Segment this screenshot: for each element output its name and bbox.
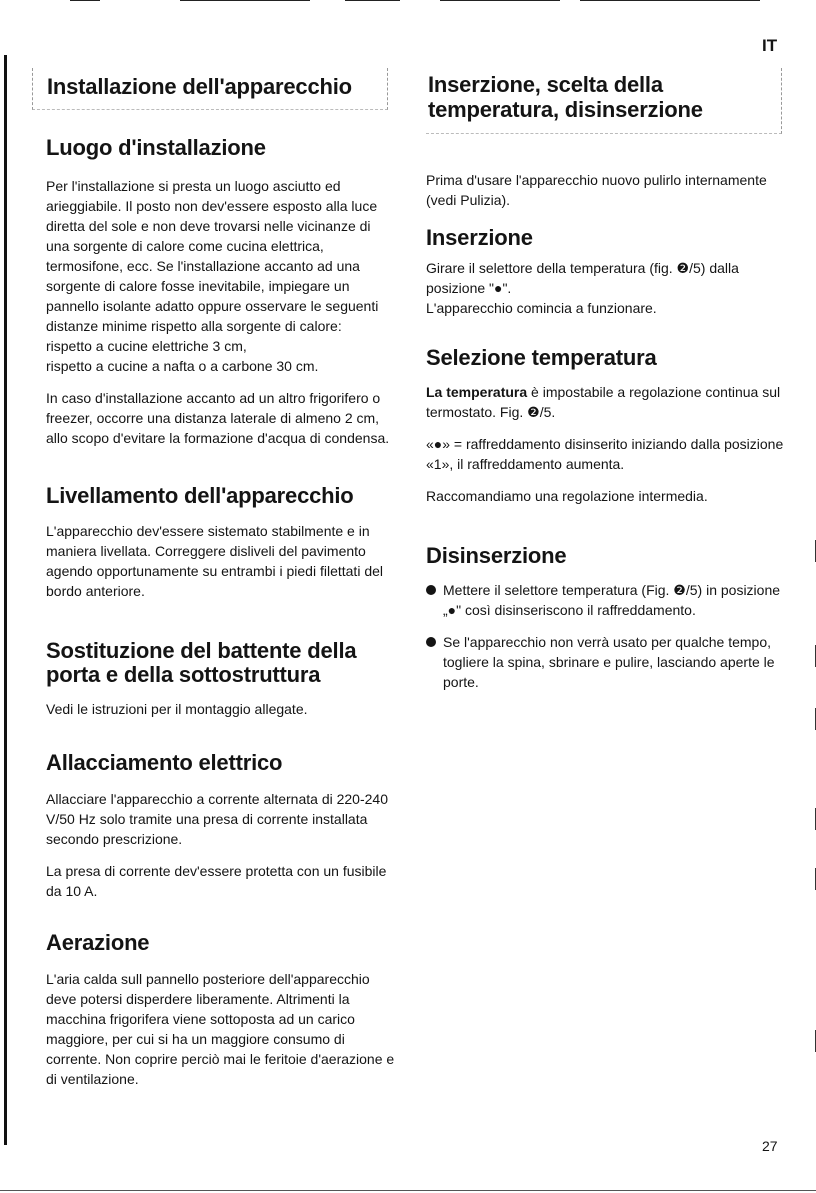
left-title: Installazione dell'apparecchio — [32, 68, 388, 110]
section-heading: Sostituzione del battente della porta e della sottostruttura — [46, 637, 357, 687]
bullet-icon — [426, 585, 436, 595]
list-item-text: Se l'apparecchio non verrà usato per qualche tempo, togliere la spina, sbrinare e pulire, lasciando aperte le porte. — [443, 634, 775, 691]
list-item — [426, 580, 790, 620]
section-heading: Luogo d'installazione — [46, 135, 266, 161]
section-heading: Aerazione — [46, 930, 150, 956]
section-heading: Inserzione — [426, 224, 533, 250]
scan-rule-top-1 — [70, 0, 100, 1]
left-column — [46, 68, 396, 1089]
scan-rule-top-4 — [440, 0, 560, 1]
section-heading: Allacciamento elettrico — [46, 750, 283, 776]
section-heading: Disinserzione — [426, 542, 567, 568]
paragraph: rispetto a cucine elettriche 3 cm, — [46, 338, 247, 355]
scan-rule-top-3 — [345, 0, 400, 1]
scan-rule-bottom — [0, 1190, 816, 1191]
section-allacciamento — [46, 751, 396, 901]
paragraph: In caso d'installazione accanto ad un altro frigorifero o freezer, occorre una distanza laterale di almeno 2 cm, allo scopo d'evitare la formazione d'acqua di condensa. — [46, 390, 390, 447]
right-column — [426, 68, 790, 704]
paragraph: Per l'installazione si presta un luogo asciutto ed arieggiabile. Il posto non dev'essere esposto alla luce diretta del sole e non deve trovarsi nelle vicinanze di una sorgente di calore come cucina elettrica, termosifone, ecc. Se l'installazione accanto ad una sorgente di calore fosse inevitabile, impiegare un pannello isolante adatto oppure osservare le seguenti distanze minime rispetto alla sorgente di calore: — [46, 178, 379, 335]
paragraph: L'apparecchio comincia a funzionare. — [426, 299, 657, 316]
section-livellamento — [46, 484, 396, 600]
language-label: IT — [762, 36, 778, 55]
paragraph: L'apparecchio dev'essere sistemato stabilmente e in maniera livellata. Correggere disliveli del pavimento agendo opportunamente su entrambi i piedi filettati del bordo anteriore. — [46, 522, 383, 599]
bullet-list — [426, 580, 790, 692]
section-inserzione — [426, 226, 790, 318]
list-item-text: Mettere il selettore temperatura (Fig. ❷/5) in posizione „●" così disinseriscono il raffreddamento. — [443, 582, 781, 619]
paragraph: rispetto a cucine a nafta o a carbone 30 cm. — [46, 358, 319, 375]
paragraph: La presa di corrente dev'essere protetta con un fusibile da 10 A. — [46, 863, 387, 900]
section-heading: Livellamento dell'apparecchio — [46, 483, 354, 509]
scan-rule-top-2 — [180, 0, 310, 1]
paragraph: L'aria calda sull pannello posteriore dell'apparecchio deve potersi disperdere liberamente. Altrimenti la macchina frigorifera viene sottoposta ad un carico maggiore, per cui si ha un maggiore consumo di corrente. Non coprire perciò mai le feritoie d'aerazione e di ventilazione. — [46, 971, 395, 1088]
section-heading: Selezione temperatura — [426, 344, 657, 370]
paragraph: Allacciare l'apparecchio a corrente alternata di 220-240 V/50 Hz solo tramite una presa di corrente installata secondo prescrizione. — [46, 791, 388, 848]
paragraph: Vedi le istruzioni per il montaggio allegate. — [46, 701, 308, 718]
section-disinserzione — [426, 544, 790, 692]
paragraph: Girare il selettore della temperatura (fig. ❷/5) dalla posizione "●". — [426, 259, 739, 296]
paragraph-rest: è impostabile a regolazione continua sul termostato. Fig. ❷/5. — [426, 383, 781, 420]
paragraph — [426, 382, 790, 422]
section-luogo — [46, 136, 396, 448]
paragraph: «●» = raffreddamento disinserito iniziando dalla posizione «1», il raffreddamento aumenta. — [426, 435, 784, 472]
intro-paragraph: Prima d'usare l'apparecchio nuovo pulirlo internamente (vedi Pulizia). — [426, 171, 767, 208]
list-item — [426, 632, 790, 692]
section-aerazione — [46, 931, 396, 1089]
section-sostituzione — [46, 639, 396, 719]
scan-rule-top-5 — [580, 0, 760, 1]
paragraph: Raccomandiamo una regolazione intermedia. — [426, 487, 708, 504]
section-selezione — [426, 346, 790, 506]
right-title: Inserzione, scelta della temperatura, disinserzione — [426, 68, 782, 134]
scan-margin-bar — [4, 55, 7, 1145]
bullet-icon — [426, 637, 436, 647]
bold-lead: La temperatura — [426, 383, 528, 400]
page-number: 27 — [762, 1138, 778, 1154]
